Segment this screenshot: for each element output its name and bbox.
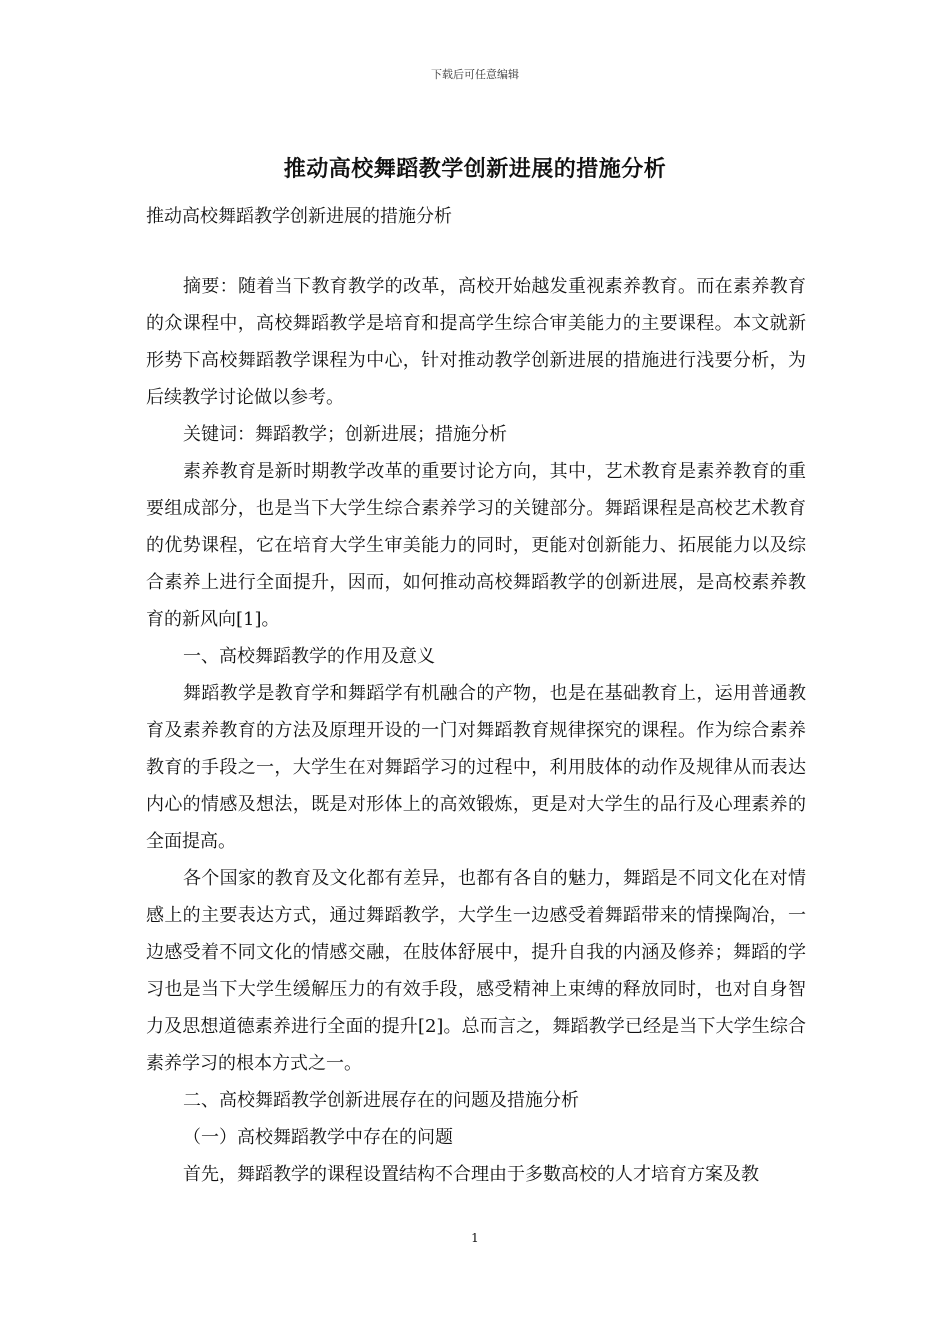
body-paragraph: 首先，舞蹈教学的课程设置结构不合理由于多數高校的人才培育方案及教: [183, 1164, 759, 1185]
document-body: [146, 268, 806, 1193]
document-title: 推动高校舞蹈教学创新进展的措施分析: [283, 156, 667, 182]
header-note: 下载后可任意编辑: [431, 68, 519, 81]
body-paragraph: 素养教育是新时期教学改革的重要讨论方向，其中，艺术教育是素养教育的重要组成部分，也是当下大学生综合素养学习的关键部分。舞蹈课程是高校艺术教育的优势课程，它在培育大学生审美能力的同时，更能对创新能力、拓展能力以及综合素养上进行全面提升，因而，如何推动高校舞蹈教学的创新进展，是高校素养教育的新风向[1]。: [146, 461, 806, 630]
body-paragraph: 舞蹈教学是教育学和舞蹈学有机融合的产物，也是在基础教育上，运用普通教育及素养教育的方法及原理开设的一门对舞蹈教育规律探究的课程。作为综合素养教育的手段之一，大学生在对舞蹈学习的过程中，利用肢体的动作及规律从而表达内心的情感及想法，既是对形体上的高效锻炼，更是对大学生的品行及心理素养的全面提高。: [146, 683, 806, 852]
keywords-paragraph: 关键词：舞蹈教学；创新进展；措施分析: [183, 424, 507, 445]
section-heading: 一、高校舞蹈教学的作用及意义: [183, 646, 435, 667]
page-number: 1: [471, 1231, 479, 1245]
abstract-paragraph: 摘要：随着当下教育教学的改革，高校开始越发重视素养教育。而在素养教育的众课程中，高校舞蹈教学是培育和提高学生综合审美能力的主要课程。本文就新形势下高校舞蹈教学课程为中心，针对推动教学创新进展的措施进行浅要分析，为后续教学讨论做以参考。: [146, 276, 806, 408]
section-heading: 二、高校舞蹈教学创新进展存在的问题及措施分析: [183, 1090, 579, 1111]
body-paragraph: 各个国家的教育及文化都有差异，也都有各自的魅力，舞蹈是不同文化在对情感上的主要表达方式，通过舞蹈教学，大学生一边感受着舞蹈带来的情操陶冶，一边感受着不同文化的情感交融，在肢体舒展中，提升自我的内涵及修养；舞蹈的学习也是当下大学生缓解压力的有效手段，感受精神上束缚的释放同时，也对自身智力及思想道德素养进行全面的提升[2]。总而言之，舞蹈教学已经是当下大学生综合素养学习的根本方式之一。: [146, 868, 806, 1074]
subsection-heading: （一）高校舞蹈教学中存在的问题: [183, 1127, 453, 1148]
document-subtitle: 推动高校舞蹈教学创新进展的措施分析: [146, 206, 452, 227]
